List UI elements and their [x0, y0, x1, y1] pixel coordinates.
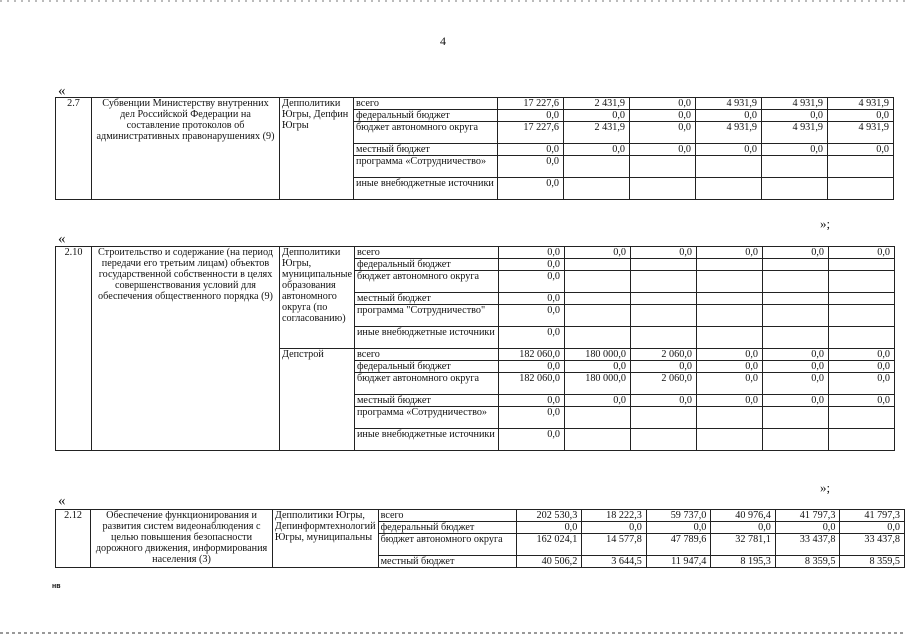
value-cell	[564, 293, 630, 305]
funding-source-label: всего	[354, 98, 498, 110]
value-cell	[828, 178, 894, 200]
value-cell: 0,0	[498, 361, 564, 373]
value-cell: 0,0	[696, 349, 762, 361]
funding-source-label: бюджет автономного округа	[354, 271, 498, 293]
value-cell	[630, 305, 696, 327]
open-quote-1: «	[58, 83, 66, 99]
value-cell	[828, 259, 894, 271]
value-cell: 4 931,9	[696, 98, 762, 110]
value-cell	[564, 156, 630, 178]
table-row	[56, 247, 895, 259]
value-cell: 14 577,8	[582, 534, 647, 556]
row-title: Строительство и содержание (на период передачи его третьим лицам) объектов государственной собственности в целях совершенствования условий для обеспечения общественного порядка (9)	[92, 247, 280, 451]
value-cell	[696, 271, 762, 293]
value-cell: 0,0	[582, 522, 647, 534]
funding-source-label: программа "Сотрудничество"	[354, 305, 498, 327]
table-2-10	[55, 246, 895, 451]
value-cell	[762, 178, 828, 200]
value-cell	[630, 259, 696, 271]
value-cell: 0,0	[696, 361, 762, 373]
value-cell	[828, 271, 894, 293]
value-cell: 4 931,9	[828, 122, 894, 144]
value-cell: 0,0	[630, 395, 696, 407]
value-cell	[828, 429, 894, 451]
value-cell	[696, 429, 762, 451]
row-executor: Депстрой	[280, 349, 355, 451]
value-cell: 0,0	[498, 305, 564, 327]
funding-source-label: иные внебюджетные источники	[354, 178, 498, 200]
funding-source-label: федеральный бюджет	[354, 259, 498, 271]
value-cell: 0,0	[696, 144, 762, 156]
value-cell: 32 781,1	[711, 534, 776, 556]
value-cell: 0,0	[498, 293, 564, 305]
value-cell: 0,0	[762, 349, 828, 361]
value-cell: 0,0	[828, 110, 894, 122]
row-title: Субвенции Министерству внутренних дел Российской Федерации на составление протоколов об административных правонарушениях (9)	[92, 98, 280, 200]
value-cell: 8 359,5	[840, 556, 905, 568]
value-cell: 0,0	[564, 361, 630, 373]
value-cell: 0,0	[517, 522, 582, 534]
value-cell: 0,0	[775, 522, 840, 534]
value-cell: 0,0	[498, 156, 564, 178]
value-cell: 180 000,0	[564, 373, 630, 395]
value-cell	[828, 327, 894, 349]
value-cell	[762, 327, 828, 349]
funding-source-label: бюджет автономного округа	[354, 373, 498, 395]
value-cell: 2 060,0	[630, 349, 696, 361]
row-code: 2.7	[56, 98, 92, 200]
value-cell: 180 000,0	[564, 349, 630, 361]
funding-source-label: бюджет автономного округа	[354, 122, 498, 144]
row-executor: Депполитики Югры, муниципальные образования автономного округа (по согласованию)	[280, 247, 355, 349]
table-row	[56, 510, 905, 522]
value-cell: 0,0	[696, 247, 762, 259]
row-code: 2.12	[56, 510, 91, 568]
value-cell: 8 195,3	[711, 556, 776, 568]
row-code: 2.10	[56, 247, 92, 451]
value-cell: 182 060,0	[498, 373, 564, 395]
value-cell: 0,0	[762, 144, 828, 156]
value-cell: 0,0	[564, 110, 630, 122]
row-executor: Депполитики Югры, Депинформтехнологий Югры, муниципальны	[272, 510, 378, 568]
value-cell: 4 931,9	[696, 122, 762, 144]
value-cell: 0,0	[696, 373, 762, 395]
value-cell: 0,0	[762, 110, 828, 122]
funding-source-label: всего	[354, 247, 498, 259]
value-cell	[630, 293, 696, 305]
value-cell: 0,0	[840, 522, 905, 534]
value-cell	[696, 327, 762, 349]
value-cell	[828, 305, 894, 327]
close-quote-2: »;	[820, 480, 831, 495]
funding-source-label: местный бюджет	[354, 293, 498, 305]
value-cell	[564, 259, 630, 271]
close-quote-1: »;	[820, 216, 831, 231]
value-cell: 40 506,2	[517, 556, 582, 568]
value-cell	[696, 156, 762, 178]
value-cell: 0,0	[498, 395, 564, 407]
value-cell: 41 797,3	[775, 510, 840, 522]
value-cell: 4 931,9	[762, 98, 828, 110]
value-cell: 3 644,5	[582, 556, 647, 568]
value-cell: 0,0	[696, 395, 762, 407]
open-quote-2: «	[58, 231, 66, 247]
value-cell: 0,0	[828, 395, 894, 407]
funding-source-label: федеральный бюджет	[354, 361, 498, 373]
value-cell	[564, 305, 630, 327]
scan-edge-bottom	[0, 632, 905, 634]
value-cell	[564, 271, 630, 293]
page-number: 4	[440, 34, 446, 48]
value-cell: 33 437,8	[840, 534, 905, 556]
funding-source-label: иные внебюджетные источники	[354, 429, 498, 451]
row-executor: Депполитики Югры, Депфин Югры	[280, 98, 354, 200]
value-cell: 2 431,9	[564, 98, 630, 110]
value-cell	[564, 327, 630, 349]
value-cell: 0,0	[498, 144, 564, 156]
value-cell: 0,0	[762, 361, 828, 373]
value-cell	[696, 178, 762, 200]
value-cell	[828, 156, 894, 178]
value-cell: 0,0	[564, 144, 630, 156]
value-cell: 0,0	[498, 178, 564, 200]
value-cell	[762, 429, 828, 451]
value-cell: 0,0	[630, 122, 696, 144]
value-cell: 0,0	[630, 110, 696, 122]
value-cell: 0,0	[498, 259, 564, 271]
value-cell	[630, 178, 696, 200]
value-cell: 33 437,8	[775, 534, 840, 556]
value-cell: 0,0	[630, 144, 696, 156]
funding-source-label: местный бюджет	[378, 556, 517, 568]
stamp-mark: нв	[52, 583, 61, 590]
value-cell: 4 931,9	[828, 98, 894, 110]
value-cell: 0,0	[564, 247, 630, 259]
value-cell: 0,0	[498, 327, 564, 349]
value-cell: 0,0	[498, 407, 564, 429]
value-cell: 162 024,1	[517, 534, 582, 556]
value-cell: 2 431,9	[564, 122, 630, 144]
value-cell: 202 530,3	[517, 510, 582, 522]
value-cell: 0,0	[630, 247, 696, 259]
value-cell: 0,0	[762, 395, 828, 407]
value-cell: 2 060,0	[630, 373, 696, 395]
funding-source-label: программа «Сотрудничество»	[354, 407, 498, 429]
value-cell	[696, 407, 762, 429]
value-cell: 0,0	[828, 144, 894, 156]
row-title: Обеспечение функционирования и развития систем видеонаблюдения с целью повышения безопасности дорожного движения, информирования населения (3)	[91, 510, 273, 568]
value-cell: 40 976,4	[711, 510, 776, 522]
value-cell	[828, 407, 894, 429]
value-cell	[762, 407, 828, 429]
value-cell: 0,0	[498, 271, 564, 293]
value-cell: 0,0	[498, 247, 564, 259]
value-cell	[630, 327, 696, 349]
value-cell: 8 359,5	[775, 556, 840, 568]
value-cell	[696, 305, 762, 327]
value-cell: 0,0	[630, 98, 696, 110]
value-cell: 0,0	[828, 373, 894, 395]
value-cell: 0,0	[646, 522, 711, 534]
value-cell	[564, 429, 630, 451]
value-cell	[762, 156, 828, 178]
value-cell	[630, 407, 696, 429]
funding-source-label: местный бюджет	[354, 395, 498, 407]
funding-source-label: иные внебюджетные источники	[354, 327, 498, 349]
funding-source-label: федеральный бюджет	[354, 110, 498, 122]
value-cell: 17 227,6	[498, 122, 564, 144]
value-cell: 11 947,4	[646, 556, 711, 568]
value-cell	[762, 293, 828, 305]
value-cell: 18 222,3	[582, 510, 647, 522]
value-cell: 0,0	[630, 361, 696, 373]
value-cell: 59 737,0	[646, 510, 711, 522]
value-cell	[762, 305, 828, 327]
value-cell	[762, 271, 828, 293]
value-cell: 0,0	[762, 373, 828, 395]
value-cell	[564, 407, 630, 429]
table-2-12	[55, 509, 905, 568]
value-cell: 182 060,0	[498, 349, 564, 361]
value-cell: 0,0	[828, 361, 894, 373]
value-cell	[564, 178, 630, 200]
funding-source-label: бюджет автономного округа	[378, 534, 517, 556]
value-cell: 0,0	[564, 395, 630, 407]
value-cell	[630, 156, 696, 178]
value-cell	[828, 293, 894, 305]
value-cell: 0,0	[498, 110, 564, 122]
value-cell: 0,0	[762, 247, 828, 259]
table-2-7	[55, 97, 894, 200]
value-cell: 0,0	[828, 247, 894, 259]
value-cell: 17 227,6	[498, 98, 564, 110]
value-cell	[630, 429, 696, 451]
funding-source-label: программа «Сотрудничество»	[354, 156, 498, 178]
value-cell: 0,0	[828, 349, 894, 361]
table-row	[56, 98, 894, 110]
scan-edge-top	[0, 0, 905, 2]
value-cell: 4 931,9	[762, 122, 828, 144]
value-cell: 47 789,6	[646, 534, 711, 556]
value-cell: 0,0	[498, 429, 564, 451]
value-cell: 0,0	[711, 522, 776, 534]
value-cell: 41 797,3	[840, 510, 905, 522]
funding-source-label: федеральный бюджет	[378, 522, 517, 534]
value-cell	[762, 259, 828, 271]
value-cell	[696, 259, 762, 271]
value-cell	[630, 271, 696, 293]
value-cell: 0,0	[696, 110, 762, 122]
funding-source-label: всего	[378, 510, 517, 522]
value-cell	[696, 293, 762, 305]
funding-source-label: всего	[354, 349, 498, 361]
open-quote-3: «	[58, 493, 66, 509]
funding-source-label: местный бюджет	[354, 144, 498, 156]
